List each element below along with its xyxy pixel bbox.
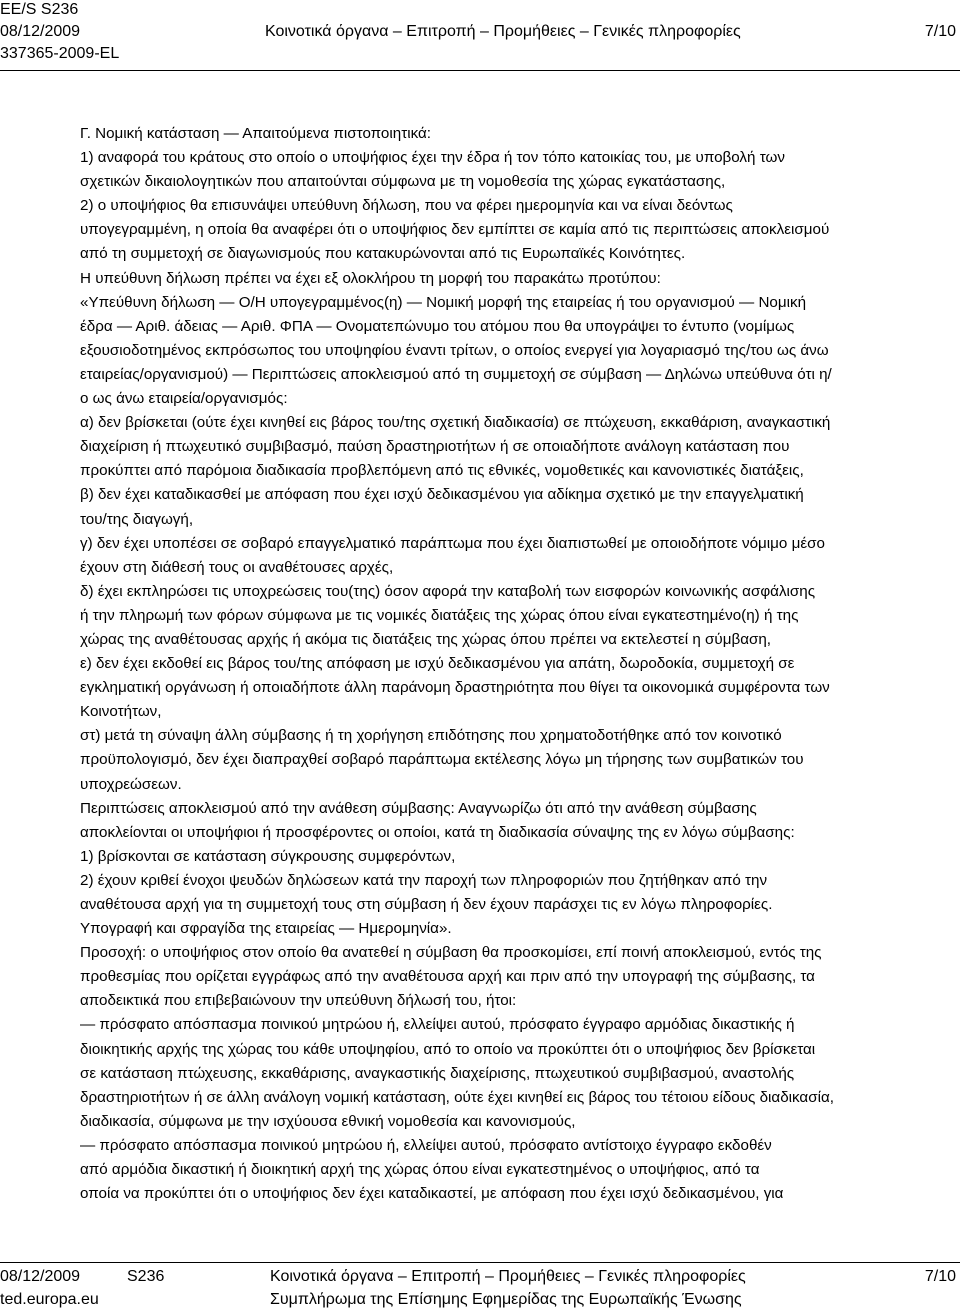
body-line: διαδικασία, σύμφωνα με την ισχύουσα εθνική νομοθεσία και κανονισμούς, (80, 1112, 576, 1130)
footer-series: S236 (127, 1268, 165, 1285)
body-line: αποκλείονται οι υποψήφιοι ή προσφέροντες οι οποίοι, κατά τη διαδικασία σύναψης της εν λόγω σύμβασης: (80, 823, 795, 841)
body-line: από αρμόδια δικαστική ή διοικητική αρχή της χώρας όπου είναι εγκατεστημένος ο υποψήφιος, από τα (80, 1161, 760, 1179)
body-line: δραστηριοτήτων ή σε άλλη ανάλογη νομική κατάσταση, ούτε έχει κινηθεί εις βάρος του τέτοιου είδους διαδικασία, (80, 1088, 834, 1106)
header-title: Κοινοτικά όργανα – Επιτροπή – Προμήθειες – Γενικές πληροφορίες (265, 23, 741, 40)
header-reference: 337365-2009-EL (0, 45, 120, 62)
header-divider (0, 70, 960, 71)
header-doc-id: EE/S S236 (0, 1, 79, 18)
body-line: οποία να προκύπτει ότι ο υποψήφιος δεν έχει καταδικαστεί, με απόφαση που έχει ισχύ δεδικασμένου, για (80, 1185, 784, 1203)
body-line: Υπογραφή και σφραγίδα της εταιρείας — Ημερομηνία». (80, 920, 452, 938)
body-line: 2) έχουν κριθεί ένοχοι ψευδών δηλώσεων κατά την παροχή των πληροφοριών που ζητήθηκαν από την (80, 871, 768, 889)
body-line: ε) δεν έχει εκδοθεί εις βάρος του/της απόφαση με ισχύ δεδικασμένου για απάτη, δωροδοκία, συμμετοχή σε (80, 655, 795, 673)
body-line: «Υπεύθυνη δήλωση — Ο/Η υπογεγραμμένος(η) — Νομική μορφή της εταιρείας ή του οργανισμού — Νομική (80, 293, 807, 311)
body-line: ο ως άνω εταιρεία/οργανισμός: (80, 390, 288, 408)
body-line: εγκληματική οργάνωση ή οποιαδήποτε άλλη παράνομη δραστηριότητα που θίγει τα οικονομικά συμφέροντα των (80, 679, 830, 697)
body-line: 1) βρίσκονται σε κατάσταση σύγκρουσης συμφερόντων, (80, 847, 456, 865)
body-line: — πρόσφατο απόσπασμα ποινικού μητρώου ή, ελλείψει αυτού, πρόσφατο έγγραφο αρμόδιας δικαστικής ή (80, 1016, 795, 1034)
body-line: 2) ο υποψήφιος θα επισυνάψει υπεύθυνη δήλωση, που να φέρει ημερομηνία και να είναι δεόντως (80, 197, 733, 215)
body-line: προϋπολογισμό, δεν έχει διαπραχθεί σοβαρό παράπτωμα εκτέλεσης λόγω μη τήρησης των συμβατικών του (80, 751, 804, 769)
footer-date: 08/12/2009 (0, 1268, 81, 1285)
body-line: σε κατάσταση πτώχευσης, εκκαθάρισης, αναγκαστικής διαχείρισης, πτωχευτικού συμβιβασμού, αναστολής (80, 1064, 795, 1082)
body-line: ή την πληρωμή των φόρων σύμφωνα με τις νομικές διατάξεις της χώρας όπου είναι εγκατεστημένο(η) ή της (80, 606, 799, 624)
body-line: Γ. Νομική κατάσταση — Απαιτούμενα πιστοποιητικά: (80, 125, 431, 142)
body-line: εταιρείας/οργανισμού) — Περιπτώσεις αποκλεισμού από τη συμμετοχή σε σύμβαση — Δηλώνω υπεύθυνα ότι η/ (80, 365, 832, 383)
body-line: έχουν στη διάθεσή τους οι αναθέτουσες αρχές, (80, 558, 394, 576)
body-line: υποχρεώσεων. (80, 775, 182, 793)
body-line: γ) δεν έχει υποπέσει σε σοβαρό επαγγελματικό παράπτωμα που έχει διαπιστωθεί με οποιοδήποτε νόμιμο μέσο (80, 534, 825, 552)
body-line: διοικητικής αρχής της χώρας του κάθε υποψηφίου, από το οποίο να προκύπτει ότι ο υποψήφιος δεν βρίσκεται (80, 1040, 816, 1058)
body-line: εξουσιοδοτημένος εκπρόσωπος του υποψηφίου έναντι τρίτων, ο οποίος ενεργεί για λογαριασμό της/του ως άνω (80, 341, 829, 359)
body-line: από τη συμμετοχή σε διαγωνισμούς που κατακυρώνονται από τις Ευρωπαϊκές Κοινότητες. (80, 245, 686, 263)
body-line: Η υπεύθυνη δήλωση πρέπει να έχει εξ ολοκλήρου τη μορφή του παρακάτω προτύπου: (80, 269, 661, 287)
body-line: προκύπτει από παρόμοια διαδικασία προβλεπόμενη από τις εθνικές, νομοθετικές και κανονιστικές διατάξεις, (80, 462, 804, 480)
body-line: του/της διαγωγή, (80, 510, 194, 528)
body-line: έδρα — Αριθ. άδειας — Αριθ. ΦΠΑ — Ονοματεπώνυμο του ατόμου που θα υπογράψει το έντυπο (νομίμως (80, 317, 795, 335)
body-line: Κοινοτήτων, (80, 703, 162, 721)
header-page-number: 7/10 (924, 23, 956, 40)
footer-title: Κοινοτικά όργανα – Επιτροπή – Προμήθειες – Γενικές πληροφορίες (270, 1268, 746, 1285)
footer-site-link[interactable]: ted.europa.eu (0, 1291, 99, 1308)
body-line: σχετικών δικαιολογητικών που απαιτούνται σύμφωνα με τη νομοθεσία της χώρας εγκατάστασης, (80, 173, 726, 191)
footer-subtitle: Συμπλήρωμα της Επίσημης Εφημερίδας της Ευρωπαϊκής Ένωσης (270, 1291, 742, 1308)
body-line: — πρόσφατο απόσπασμα ποινικού μητρώου ή, ελλείψει αυτού, πρόσφατο αντίστοιχο έγγραφο εκδοθέν (80, 1136, 772, 1154)
body-line: δ) έχει εκπληρώσει τις υποχρεώσεις του(της) όσον αφορά την καταβολή των εισφορών κοινωνικής ασφάλισης (80, 582, 816, 600)
body-line: Περιπτώσεις αποκλεισμού από την ανάθεση σύμβασης: Αναγνωρίζω ότι από την ανάθεση σύμβασης (80, 799, 757, 817)
header-date: 08/12/2009 (0, 23, 81, 40)
body-line: α) δεν βρίσκεται (ούτε έχει κινηθεί εις βάρος του/της σχετική διαδικασία) σε πτώχευση, εκκαθάριση, αναγκαστική (80, 414, 831, 432)
footer-divider (0, 1262, 960, 1263)
body-line: 1) αναφορά του κράτους στο οποίο ο υποψήφιος έχει την έδρα ή τον τόπο κατοικίας του, με υποβολή των (80, 149, 785, 167)
body-line: χώρας της αναθέτουσας αρχής ή ακόμα τις διατάξεις της χώρας όπου πρέπει να εκτελεστεί η σύμβαση, (80, 630, 772, 648)
body-line: στ) μετά τη σύναψη άλλη σύμβασης ή τη χορήγηση επιδότησης που χρηματοδοτήθηκε από τον κοινοτικό (80, 727, 782, 745)
body-line: αναθέτουσα αρχή για τη συμμετοχή τους στη σύμβαση ή δεν έχουν παράσχει τις εν λόγω πληροφορίες. (80, 896, 773, 913)
body-line: β) δεν έχει καταδικασθεί με απόφαση που έχει ισχύ δεδικασμένου για αδίκημα σχετικό με την επαγγελματική (80, 486, 804, 504)
footer-page-number: 7/10 (924, 1268, 956, 1285)
body-line: αποδεικτικά που επιβεβαιώνουν την υπεύθυνη δήλωσή του, ήτοι: (80, 992, 517, 1010)
body-line: υπογεγραμμένη, η οποία θα αναφέρει ότι ο υποψήφιος δεν εμπίπτει σε καμία από τις περιπτώσεις αποκλεισμού (80, 221, 830, 239)
document-body (80, 122, 960, 1206)
body-line: προθεσμίας που ορίζεται εγγράφως από την αναθέτουσα αρχή και πριν από την υπογραφή της σύμβασης, τα (80, 968, 815, 986)
body-line: διαχείριση ή πτωχευτικό συμβιβασμό, παύση δραστηριοτήτων ή σε οποιαδήποτε ανάλογη κατάσταση που (80, 438, 790, 456)
body-line: Προσοχή: ο υποψήφιος στον οποίο θα ανατεθεί η σύμβαση θα προσκομίσει, επί ποινή αποκλεισμού, εντός της (80, 944, 822, 962)
